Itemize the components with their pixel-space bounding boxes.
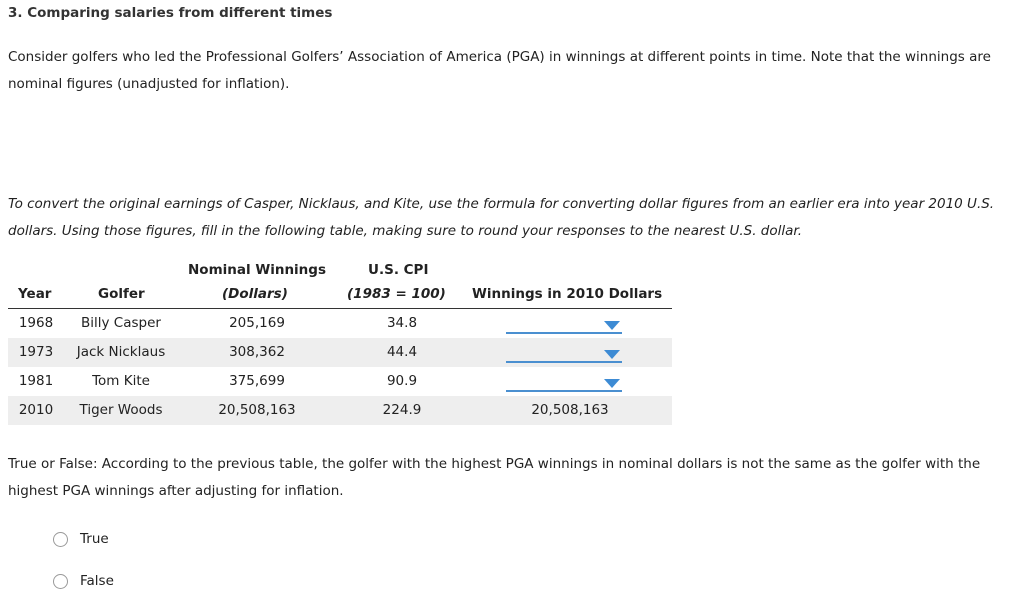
cell-golfer: Billy Casper (81, 315, 161, 331)
table-row (8, 309, 672, 338)
header-nominal: Nominal Winnings (188, 262, 326, 278)
winnings-dropdown-casper[interactable] (506, 316, 622, 334)
cell-nominal: 308,362 (229, 344, 285, 360)
table-row (8, 367, 672, 396)
header-nominal-units: (Dollars) (222, 286, 288, 302)
radio-true[interactable] (53, 531, 109, 547)
cell-cpi: 90.9 (386, 373, 418, 389)
caret-down-icon (604, 379, 620, 388)
instructions-paragraph: To convert the original earnings of Casper, Nicklaus, and Kite, use the formula for converting dollar figures from an earlier era into year 2010 U.S. dollars. Using those figures, fill in the following table, making sure to round your responses to the nearest U.S. dollar. (8, 196, 995, 239)
intro-paragraph: Consider golfers who led the Professional Golfers’ Association of America (PGA) in winnings at different points in time. Note that the winnings are nominal figures (unadjusted for inflation). (8, 49, 991, 92)
winnings-dropdown-nicklaus[interactable] (506, 345, 622, 363)
radio-circle-icon[interactable] (53, 574, 68, 589)
cell-nominal: 205,169 (229, 315, 285, 331)
cell-cpi: 44.4 (386, 344, 418, 360)
radio-false[interactable] (53, 573, 114, 589)
cell-year: 1973 (18, 344, 54, 360)
header-winnings-2010: Winnings in 2010 Dollars (472, 286, 663, 302)
salary-table (8, 258, 672, 425)
caret-down-icon (604, 321, 620, 330)
radio-false-label: False (80, 573, 114, 589)
question-title: 3. Comparing salaries from different times (8, 5, 333, 21)
cell-year: 2010 (18, 402, 54, 418)
cell-golfer: Jack Nicklaus (76, 344, 166, 360)
true-false-prompt: True or False: According to the previous table, the golfer with the highest PGA winnings in nominal dollars is not the same as the golfer with the highest PGA winnings after adjusting for inflation. (8, 456, 981, 499)
table-row (8, 396, 672, 425)
radio-true-label: True (80, 531, 109, 547)
caret-down-icon (604, 350, 620, 359)
cell-year: 1968 (18, 315, 54, 331)
header-golfer: Golfer (98, 286, 145, 302)
header-cpi-base: (1983 = 100) (347, 286, 446, 302)
winnings-dropdown-kite[interactable] (506, 374, 622, 392)
radio-circle-icon[interactable] (53, 532, 68, 547)
cell-golfer: Tiger Woods (79, 402, 163, 418)
cell-cpi: 224.9 (382, 402, 422, 418)
cell-cpi: 34.8 (386, 315, 418, 331)
cell-golfer: Tom Kite (92, 373, 150, 389)
header-year: Year (18, 286, 52, 302)
table-header (8, 258, 672, 309)
cell-nominal: 375,699 (229, 373, 285, 389)
header-cpi: U.S. CPI (368, 262, 429, 278)
cell-year: 1981 (18, 373, 54, 389)
cell-winnings-2010: 20,508,163 (531, 402, 609, 418)
table-row (8, 338, 672, 367)
cell-nominal: 20,508,163 (218, 402, 296, 418)
